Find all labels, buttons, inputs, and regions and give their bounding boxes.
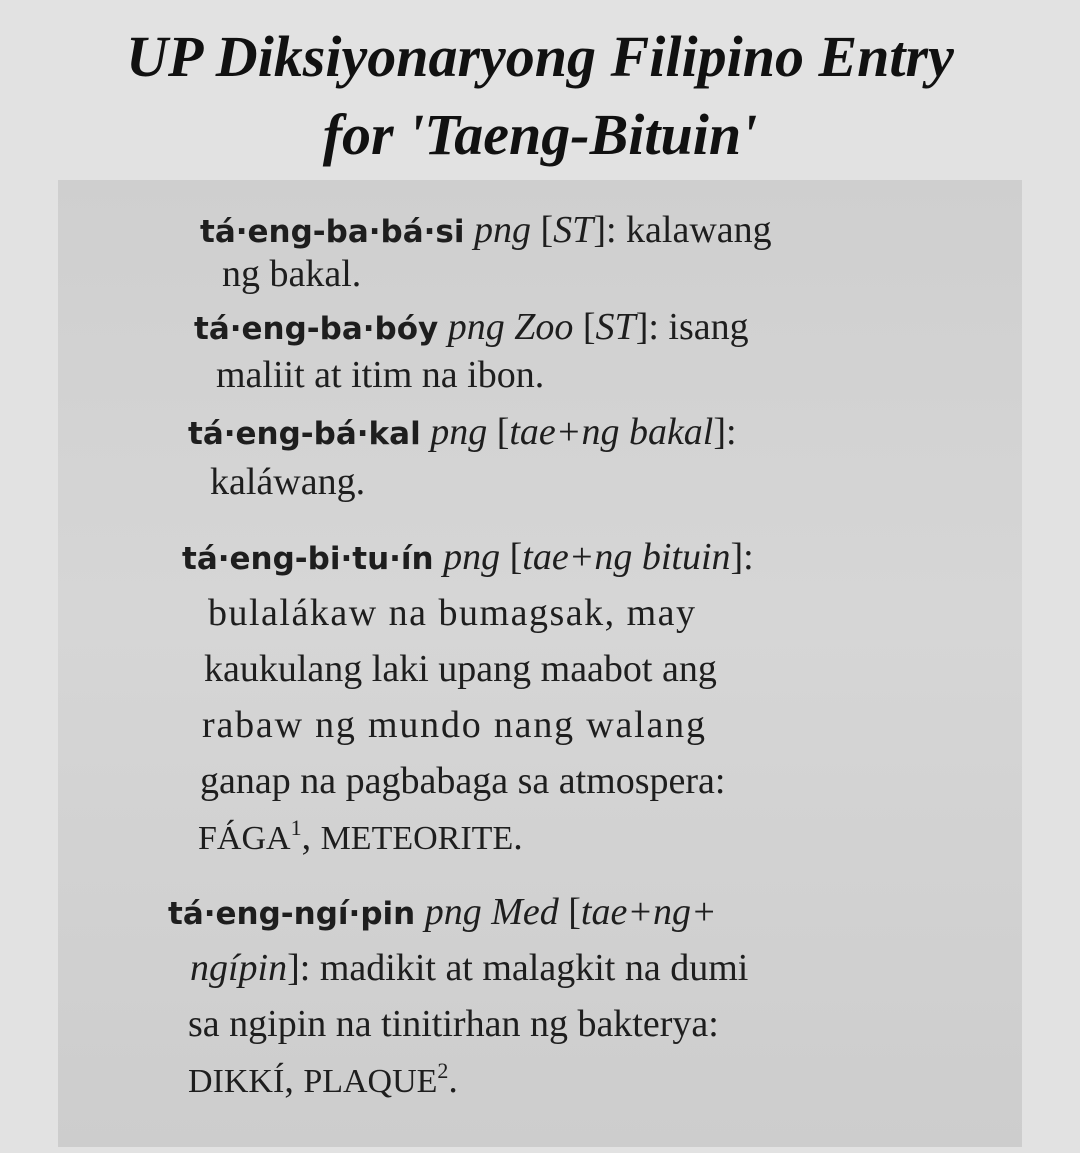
etymology: ST xyxy=(595,306,636,348)
part-of-speech: png xyxy=(430,411,488,453)
part-of-speech: png xyxy=(474,209,532,251)
definition: ng bakal. xyxy=(222,253,362,295)
headword: tá·eng-ba·bóy xyxy=(194,311,439,347)
dictionary-page-photo: tá·eng-ba·bá·si png [ST]: kalawang ng bakal. tá·eng-ba·bóy png Zoo [ST]: isang maliit at itim na ibon. tá·eng-bá·kal png [tae+ng bakal]: kaláwang. tá·eng-bi·tu·ín png [tae+ng bituin]: bulalákaw na bumagsak, may kaukulang laki upang maabot ang rabaw ng mundo nang walang ganap na pagbabaga sa atmospera: FÁGA$^1$, METEORITE. tá·eng-ngí·pin png Med [tae+ng+ ngípin]: madikit at malagkit na dumi sa ngipin na tinitirhan ng bakterya: DIKKÍ, PLAQUE$^2$. xyxy=(58,180,1022,1147)
crossref-faga: FÁGA xyxy=(198,820,291,857)
headword: tá·eng-ba·bá·si xyxy=(200,214,465,250)
title-line-1: UP Diksiyonaryong Filipino Entry xyxy=(126,24,954,89)
definition-line: kaukulang laki upang maabot ang xyxy=(204,648,717,690)
crossref-meteorite: METEORITE xyxy=(320,820,514,857)
definition: kalawang xyxy=(626,209,772,251)
etymology: tae+ng bakal xyxy=(509,411,714,453)
definition: kaláwang. xyxy=(210,461,366,503)
definition-line: rabaw ng mundo nang walang xyxy=(202,704,707,746)
crossref-dikki: DIKKÍ xyxy=(188,1063,285,1100)
page-title xyxy=(0,18,1080,174)
crossref-plaque: PLAQUE xyxy=(303,1063,438,1100)
etymology: tae+ng bituin xyxy=(522,536,731,578)
definition-line: bulalákaw na bumagsak, may xyxy=(208,592,697,634)
definition: maliit at itim na ibon. xyxy=(216,354,545,396)
field-label: Med xyxy=(491,891,559,933)
etymology: ST xyxy=(553,209,594,251)
cross-references: DIKKÍ, PLAQUE$^2$. xyxy=(188,1058,458,1101)
headword: tá·eng-bi·tu·ín xyxy=(182,541,434,577)
part-of-speech: png xyxy=(447,306,505,348)
definition: sa ngipin na tinitirhan ng bakterya: xyxy=(188,1003,719,1045)
definition-line: ganap na pagbabaga sa atmospera: xyxy=(200,760,726,802)
definition: isang xyxy=(668,306,749,348)
etymology: ngípin xyxy=(190,947,288,989)
part-of-speech: png xyxy=(443,536,501,578)
field-label: Zoo xyxy=(514,306,574,348)
title-line-2: for 'Taeng-Bituin' xyxy=(322,102,758,167)
etymology: tae+ng+ xyxy=(580,891,717,933)
definition: madikit at malagkit na dumi xyxy=(319,947,749,989)
headword: tá·eng-ngí·pin xyxy=(168,896,416,932)
part-of-speech: png xyxy=(424,891,482,933)
cross-references: FÁGA$^1$, METEORITE. xyxy=(198,815,523,858)
headword: tá·eng-bá·kal xyxy=(188,416,421,452)
